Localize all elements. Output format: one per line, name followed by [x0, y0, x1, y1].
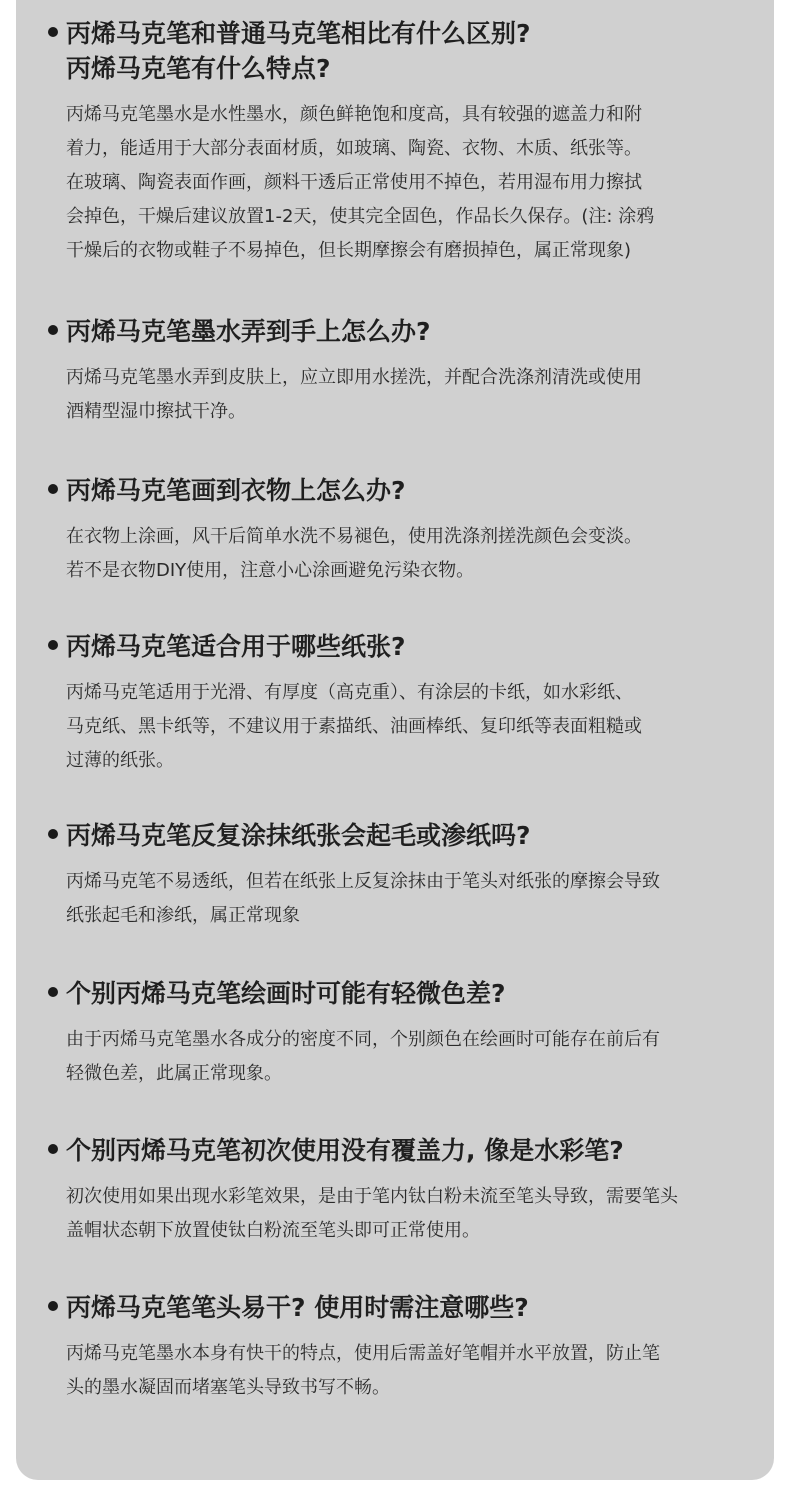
- faq-answer: [16, 520, 774, 588]
- faq-question: [16, 976, 774, 1011]
- faq-question: [16, 314, 774, 349]
- answer-line: 由于丙烯马克笔墨水各成分的密度不同，个别颜色在绘画时可能存在前后有: [66, 1029, 660, 1050]
- answer-line: 马克纸、黑卡纸等，不建议用于素描纸、油画棒纸、复印纸等表面粗糙或: [66, 716, 642, 737]
- faq-item: [16, 16, 774, 268]
- faq-item: [16, 629, 774, 778]
- answer-line: 若不是衣物DIY使用，注意小心涂画避免污染衣物。: [66, 560, 475, 581]
- bullet-icon: [48, 27, 58, 37]
- faq-question: [16, 629, 774, 664]
- faq-answer: [16, 1337, 774, 1405]
- bullet-icon: [48, 987, 58, 997]
- answer-line: 在玻璃、陶瓷表面作画，颜料干透后正常使用不掉色，若用湿布用力擦拭: [66, 172, 642, 193]
- question-line: 丙烯马克笔画到衣物上怎么办?: [66, 476, 406, 505]
- bullet-icon: [48, 325, 58, 335]
- faq-question: [16, 1133, 774, 1168]
- question-line: 丙烯马克笔笔头易干? 使用时需注意哪些?: [66, 1293, 529, 1322]
- answer-line: 酒精型湿巾擦拭干净。: [66, 401, 246, 422]
- answer-line: 在衣物上涂画，风干后简单水洗不易褪色，使用洗涤剂搓洗颜色会变淡。: [66, 526, 642, 547]
- faq-panel: [16, 0, 774, 1480]
- bullet-icon: [48, 829, 58, 839]
- question-line: 丙烯马克笔反复涂抹纸张会起毛或渗纸吗?: [66, 821, 531, 850]
- answer-line: 初次使用如果出现水彩笔效果，是由于笔内钛白粉未流至笔头导致，需要笔头: [66, 1186, 678, 1207]
- answer-line: 过薄的纸张。: [66, 750, 174, 771]
- faq-answer: [16, 361, 774, 429]
- faq-question: [16, 473, 774, 508]
- question-line: 丙烯马克笔墨水弄到手上怎么办?: [66, 317, 431, 346]
- bullet-icon: [48, 484, 58, 494]
- question-line: 个别丙烯马克笔初次使用没有覆盖力, 像是水彩笔?: [66, 1136, 624, 1165]
- faq-answer: [16, 1023, 774, 1091]
- faq-question: [16, 818, 774, 853]
- faq-answer: [16, 865, 774, 933]
- faq-answer: [16, 1180, 774, 1248]
- question-line: 丙烯马克笔有什么特点?: [66, 54, 331, 83]
- faq-item: [16, 1290, 774, 1405]
- faq-answer: [16, 98, 774, 268]
- question-line: 个别丙烯马克笔绘画时可能有轻微色差?: [66, 979, 506, 1008]
- bullet-icon: [48, 640, 58, 650]
- answer-line: 着力，能适用于大部分表面材质，如玻璃、陶瓷、衣物、木质、纸张等。: [66, 138, 642, 159]
- answer-line: 丙烯马克笔墨水弄到皮肤上，应立即用水搓洗，并配合洗涤剂清洗或使用: [66, 367, 642, 388]
- answer-line: 轻微色差，此属正常现象。: [66, 1063, 282, 1084]
- answer-line: 干燥后的衣物或鞋子不易掉色，但长期摩擦会有磨损掉色，属正常现象): [66, 240, 632, 261]
- faq-item: [16, 1133, 774, 1248]
- answer-line: 盖帽状态朝下放置使钛白粉流至笔头即可正常使用。: [66, 1220, 480, 1241]
- answer-line: 丙烯马克笔不易透纸，但若在纸张上反复涂抹由于笔头对纸张的摩擦会导致: [66, 871, 660, 892]
- answer-line: 会掉色，干燥后建议放置1-2天，使其完全固色，作品长久保存。(注: 涂鸦: [66, 206, 655, 227]
- answer-line: 丙烯马克笔适用于光滑、有厚度（高克重）、有涂层的卡纸，如水彩纸、: [66, 682, 633, 703]
- question-line: 丙烯马克笔适合用于哪些纸张?: [66, 632, 406, 661]
- faq-answer: [16, 676, 774, 778]
- faq-item: [16, 473, 774, 588]
- answer-line: 纸张起毛和渗纸，属正常现象: [66, 905, 300, 926]
- bullet-icon: [48, 1144, 58, 1154]
- faq-item: [16, 818, 774, 933]
- answer-line: 头的墨水凝固而堵塞笔头导致书写不畅。: [66, 1377, 390, 1398]
- faq-question: [16, 16, 774, 86]
- answer-line: 丙烯马克笔墨水是水性墨水，颜色鲜艳饱和度高，具有较强的遮盖力和附: [66, 104, 642, 125]
- faq-item: [16, 976, 774, 1091]
- faq-question: [16, 1290, 774, 1325]
- bullet-icon: [48, 1301, 58, 1311]
- answer-line: 丙烯马克笔墨水本身有快干的特点，使用后需盖好笔帽并水平放置，防止笔: [66, 1343, 660, 1364]
- faq-item: [16, 314, 774, 429]
- question-line: 丙烯马克笔和普通马克笔相比有什么区别?: [66, 19, 531, 48]
